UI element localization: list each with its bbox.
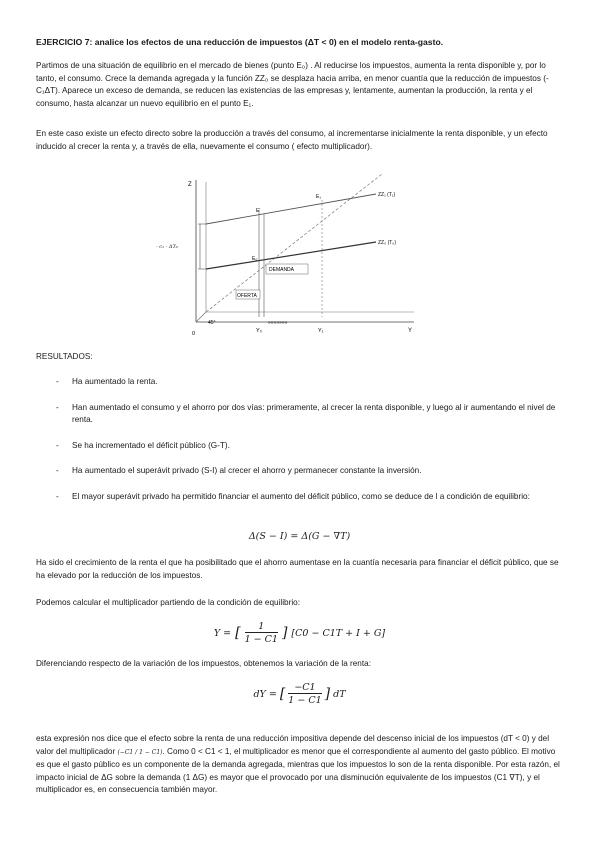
equation-equilibrium: Δ(S − I) = Δ(G − ∇T) [248,531,351,542]
e1-label: E₁ [316,194,322,200]
angle-label: 45° [208,320,216,326]
list-item: - Ha aumentado el superávit privado (S-I) al crecer el ahorro y permanecer constante la inversión. [56,466,422,476]
y1-label: Y₁ [318,328,324,334]
list-item: - Han aumentado el consumo y el ahorro por dos vías: primeramente, al crecer la renta disponible, y luego al ir aumentando el nivel de renta. [56,402,556,425]
zz1-line [206,194,376,224]
equation-multiplier: Y = [ 1 1 − C1 ] [C0 − C1T + I + G] [213,621,386,645]
differentiation-paragraph: Diferenciando respecto de la variación de los impuestos, obtenemos la variación de la renta: [36,659,371,668]
45-degree-line [206,174,382,312]
zz1-label: ZZ₁ (T₁) [378,192,396,198]
multiplier-intro-paragraph: Podemos calcular el multiplicador partiendo de la condición de equilibrio: [36,598,300,607]
zz0-label: ZZ₀ (T₀) [378,240,397,246]
list-item: - Ha aumentado la renta. [56,377,158,386]
demanda-label: DEMANDA [269,267,295,273]
results-title: RESULTADOS: [36,352,93,361]
e0-label: E₀ [252,256,258,262]
y0-label: Y₀ [256,328,262,334]
explanation-paragraph: Ha sido el crecimiento de la renta el que ha posibilitado que el ahorro aumentase en la cuantía necesaria para financiar el déficit público, que se ha elevado por la reducción de los impuestos. [36,558,559,580]
list-item: - El mayor superávit privado ha permitido financiar el aumento del déficit público, como se deduce de l a condición de equilibrio: [56,491,530,501]
intro-paragraph: Partimos de una situación de equilibrio en el mercado de bienes (punto E₀) . Al reducirse los impuestos, aumenta la renta disponible y, por lo tanto, el consumo. Crece la demanda agregada y la función ZZ₀ se desplaza hacia arriba, en menor cuantía que la reducción de impuestos (-C₁ΔT). Aparece un exceso de demanda, se reducen las existencias de las empresas y, lentamente, aumentan la producción, la renta y el consumo, hasta alcanzar un nuevo equilibrio en el punto E₁. [36,61,549,108]
axis-z-label: Z [188,182,192,188]
origin-label: 0 [192,331,196,337]
renta-gasto-diagram [186,172,426,338]
equation-dy: dY = [ −C1 1 − C1 ] dT [253,682,346,706]
exercise-title: EJERCICIO 7: analice los efectos de una reducción de impuestos (ΔT < 0) en el modelo renta-gasto. [36,37,444,47]
results-list [36,376,564,517]
conclusion-paragraph: esta expresión nos dice que el efecto sobre la renta de una reducción impositiva depende del descenso inicial de los impuestos (dT < 0) y del valor del multiplicador (−C1 / 1 − C1). Como 0 < C1 < 1, el multiplicador es menor que el correspondiente al aumento del gasto público. El motivo es que el gasto público es un componente de la demanda agregada, mientras que los impuestos lo son de la renta disponible. Por esta razón, el impacto inicial de ΔG sobre la demanda (1 ΔG) es mayor que el provocado por una disminución equivalente de los impuestos (C1 ∇T), y el multiplicador es, en consecuencia también mayor. [36,734,560,795]
effect-paragraph: En este caso existe un efecto directo sobre la producción a través del consumo, al incrementarse inicialmente la renta disponible, y un efecto inducido al crecer la renta y, a través de ella, nuevamente el consumo ( efecto multiplicador). [36,129,548,151]
convergence-arrows: »»»»»»» [268,320,288,326]
shift-label: - c₁ · ΔT₀ [156,244,178,250]
list-item: - Se ha incrementado el déficit público (G-T). [56,440,230,450]
axis-y-label: Y [408,328,413,334]
e-prime-label: E' [256,208,261,214]
oferta-label: OFERTA [237,293,257,299]
